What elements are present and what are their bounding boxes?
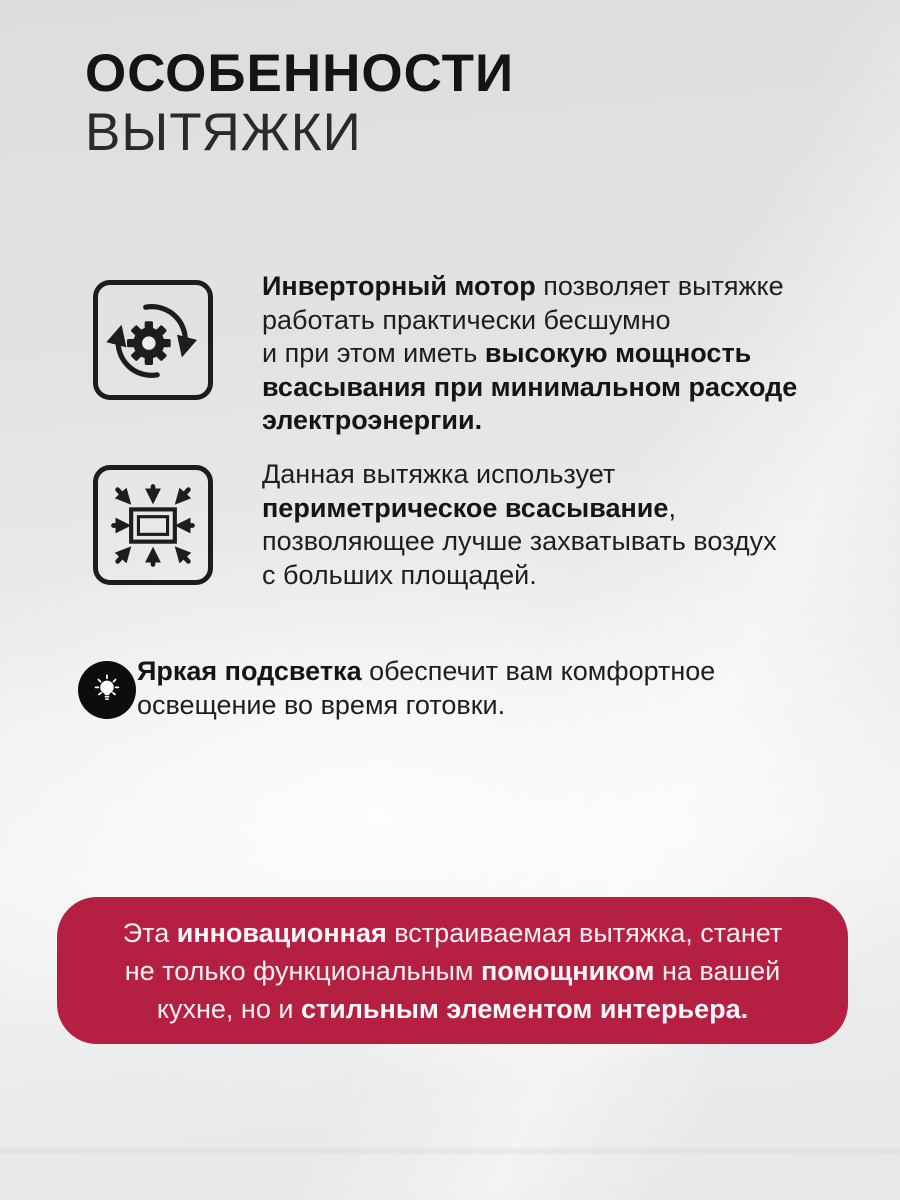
- feature-2-text: [262, 458, 882, 592]
- text-run: не только функциональным: [124, 955, 481, 986]
- backdrop-floor-seam: [0, 1146, 900, 1156]
- text-run: позволяющее лучше захватывать воздух: [262, 526, 777, 556]
- text-run: высокую мощность: [484, 338, 752, 368]
- text-run: Данная вытяжка использует: [262, 459, 616, 489]
- text-run: обеспечит вам комфортное: [361, 656, 716, 686]
- text-run: стильным элементом интерьера.: [300, 993, 749, 1024]
- text-run: электроэнергии.: [262, 405, 483, 435]
- page-title: [85, 44, 514, 163]
- page-title-line1: ОСОБЕННОСТИ: [85, 44, 515, 103]
- text-run: Эта: [122, 917, 177, 948]
- text-run: позволяет вытяжке: [535, 271, 784, 301]
- text-run: встраиваемая вытяжка, станет: [386, 917, 783, 948]
- text-run: помощником: [480, 955, 655, 986]
- feature-1-icon-box: [93, 280, 213, 400]
- text-run: с больших площадей.: [262, 559, 537, 590]
- banner: [57, 897, 848, 1044]
- text-run: работать практически бесшумно: [262, 304, 671, 335]
- feature-2-icon-box: [93, 465, 213, 585]
- text-run: Инверторный мотор: [262, 271, 536, 301]
- page-title-line2: ВЫТЯЖКИ: [85, 103, 362, 163]
- feature-3-text: [137, 654, 837, 722]
- text-run: периметрическое всасывание: [262, 492, 669, 523]
- text-run: освещение во время готовки.: [137, 690, 506, 720]
- text-run: и при этом иметь: [262, 338, 485, 368]
- text-run: ,: [668, 492, 676, 523]
- text-run: всасывания при минимальном расходе: [262, 371, 798, 402]
- text-run: Яркая подсветка: [137, 656, 362, 686]
- text-run: инновационная: [176, 917, 387, 948]
- rotating-gear-motor-icon: [101, 288, 205, 392]
- banner-text: [123, 914, 783, 1028]
- text-run: на вашей: [654, 955, 781, 986]
- text-run: кухне, но и: [156, 993, 301, 1024]
- feature-3-icon-circle: [78, 661, 136, 719]
- perimeter-suction-icon: [101, 473, 205, 577]
- light-bulb-icon: [81, 664, 133, 716]
- feature-1-text: [262, 270, 882, 438]
